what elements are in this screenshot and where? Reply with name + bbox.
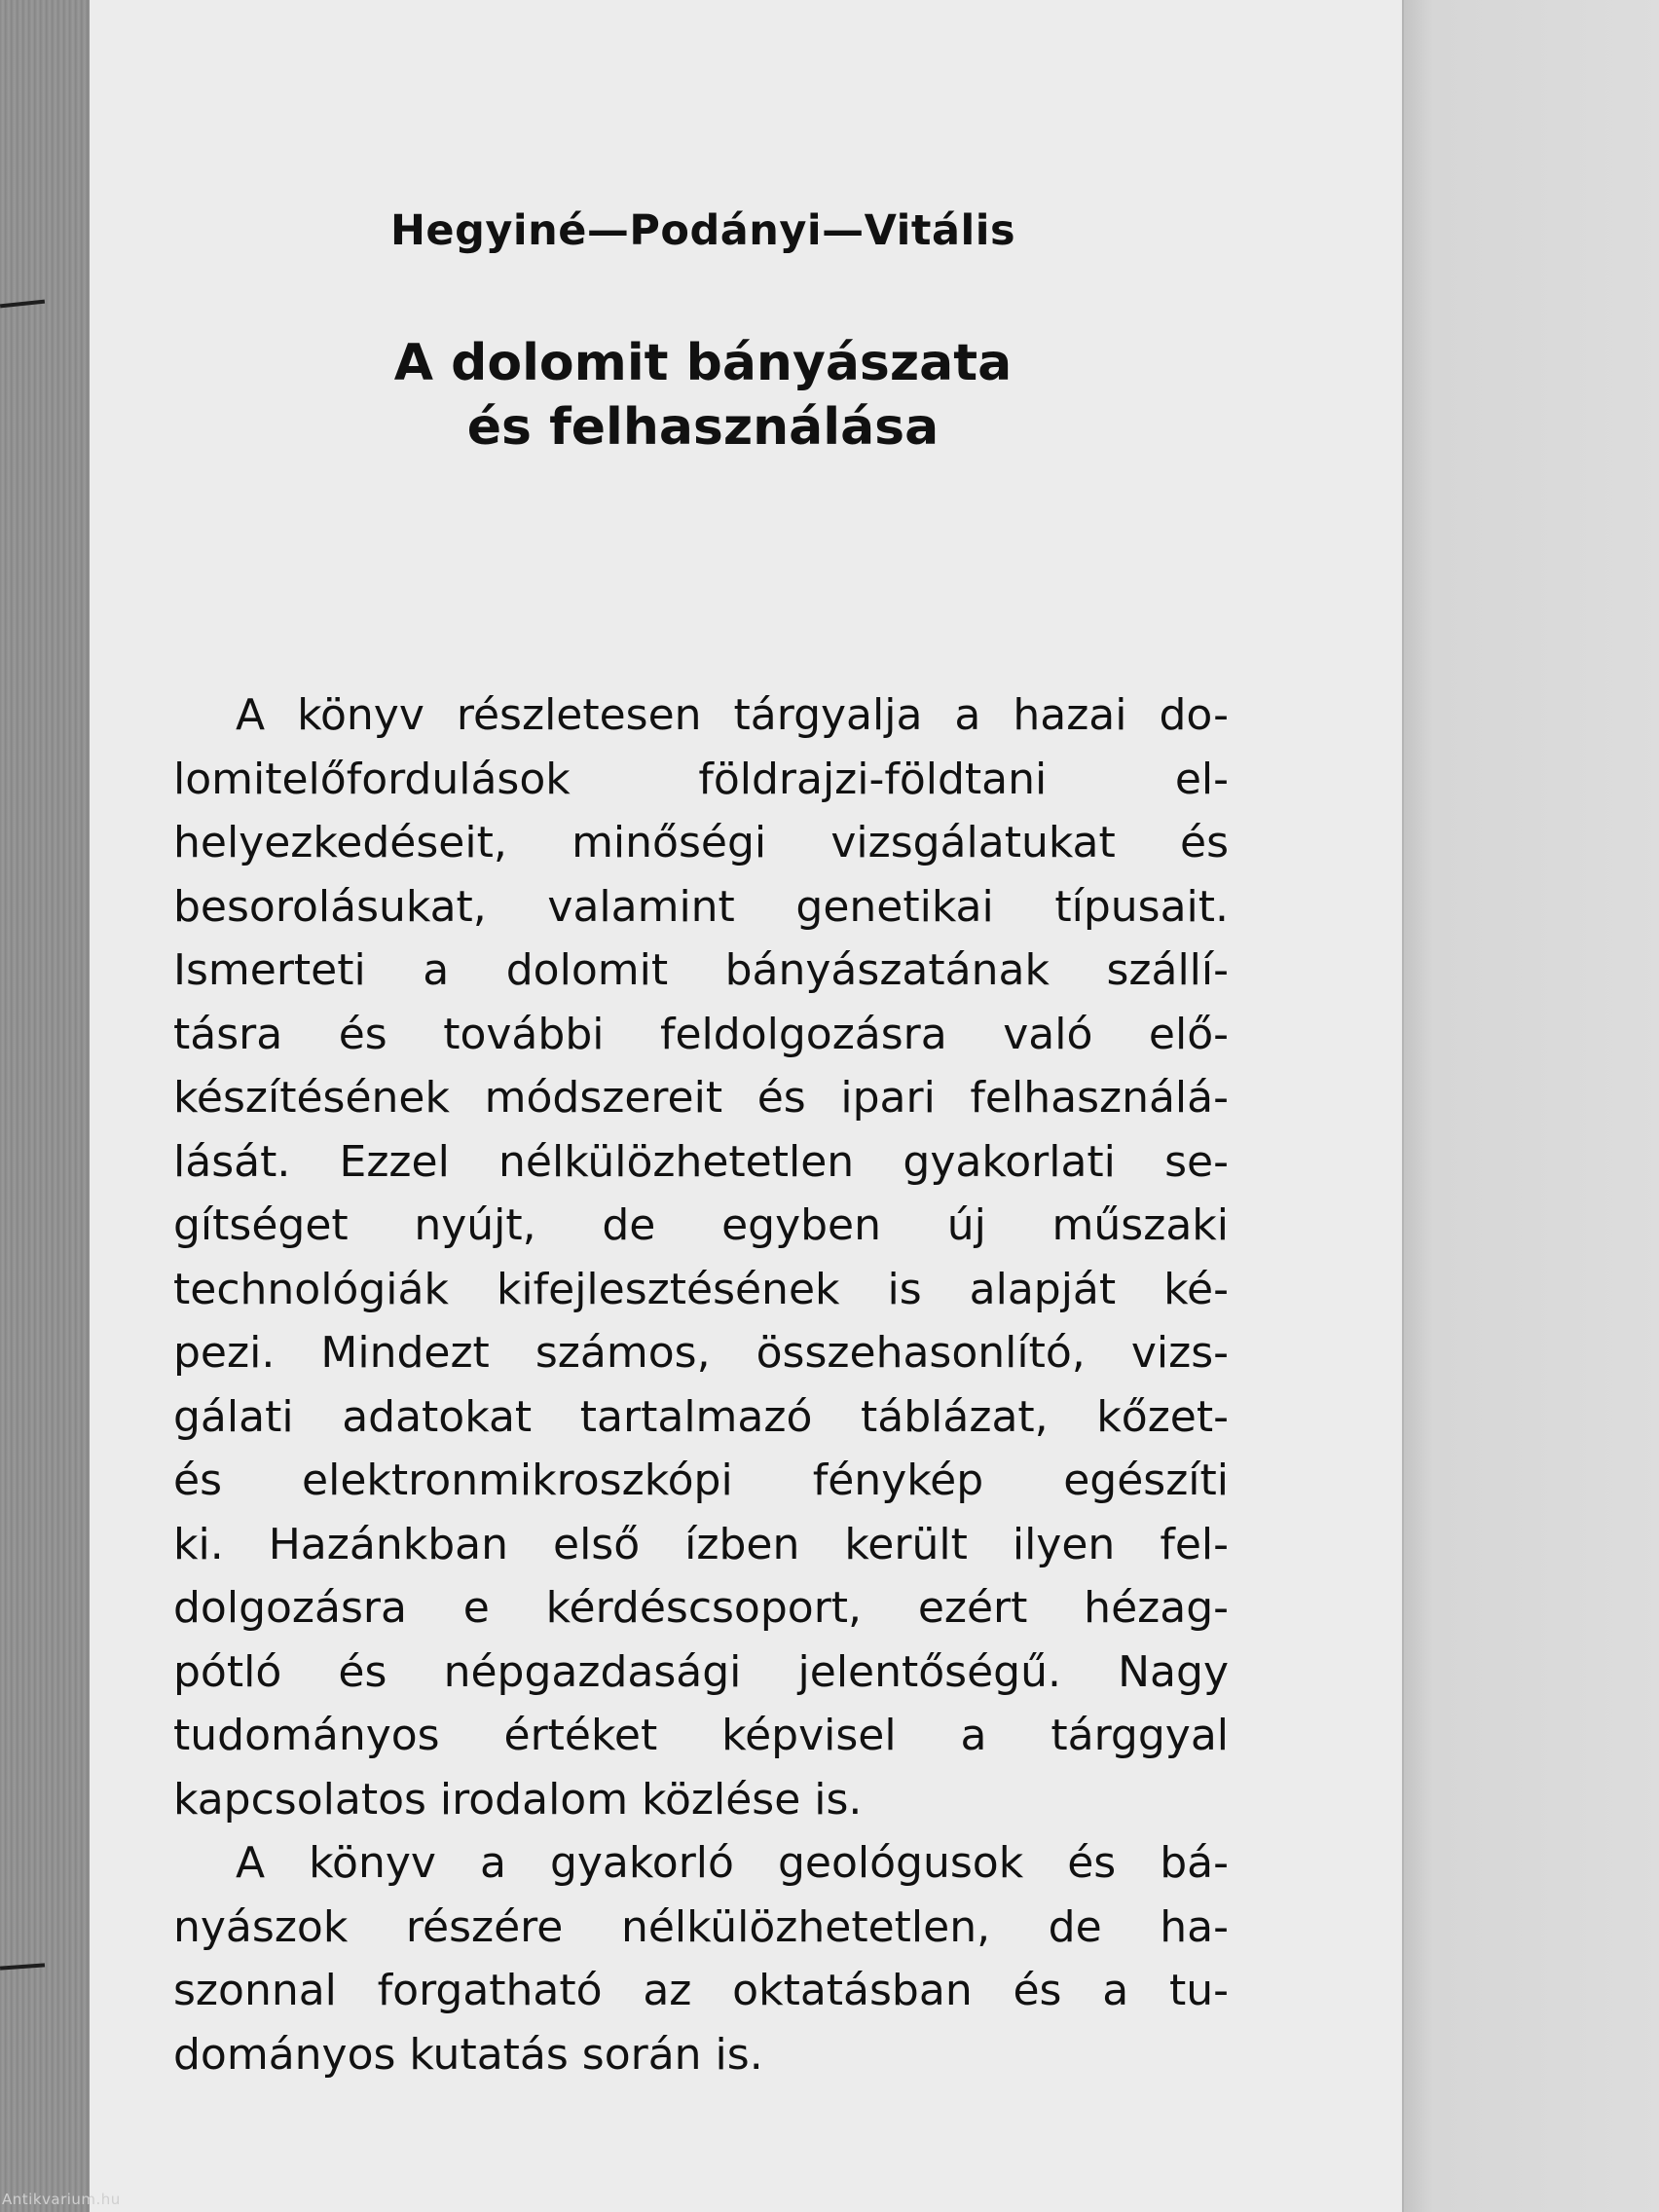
text-line: pezi. Mindezt számos, összehasonlító, vizs-	[173, 1328, 1229, 1378]
text-line: ki. Hazánkban első ízben került ilyen fel-	[173, 1519, 1229, 1569]
text-line: nyászok részére nélkülözhetetlen, de ha-	[173, 1901, 1229, 1952]
book-title	[90, 331, 1316, 460]
book-title-line-1: A dolomit bányászata	[393, 334, 1013, 392]
right-background-strip	[1402, 0, 1659, 2212]
watermark: Antikvarium.hu	[2, 2191, 121, 2208]
text-line: lását. Ezzel nélkülözhetetlen gyakorlati se-	[173, 1136, 1229, 1187]
left-background-strip	[0, 0, 90, 2212]
text-line: dolgozásra e kérdéscsoport, ezért hézag-	[173, 1583, 1229, 1633]
text-line: helyezkedéseit, minőségi vizsgálatukat és	[173, 818, 1229, 867]
text-line: technológiák kifejlesztésének is alapját ké-	[173, 1264, 1229, 1314]
book-title-line-2: és felhasználása	[466, 398, 940, 457]
text-line: Ismerteti a dolomit bányászatának szállí-	[173, 945, 1229, 995]
text-line: dományos kutatás során is.	[173, 2029, 763, 2080]
text-line: A könyv a gyakorló geológusok és bá-	[236, 1838, 1229, 1888]
book-description	[173, 683, 1229, 2086]
text-line: A könyv részletesen tárgyalja a hazai do-	[236, 690, 1229, 740]
text-line: és elektronmikroszkópi fénykép egészíti	[173, 1456, 1229, 1505]
text-line: tásra és további feldolgozásra való elő-	[173, 1009, 1229, 1059]
text-line: kapcsolatos irodalom közlése is.	[173, 1774, 863, 1825]
text-line: pótló és népgazdasági jelentőségű. Nagy	[173, 1646, 1229, 1697]
text-line: szonnal forgatható az oktatásban és a tu-	[173, 1966, 1229, 2015]
text-line: gítséget nyújt, de egyben új műszaki	[173, 1200, 1229, 1250]
text-line: készítésének módszereit és ipari felhasználá-	[173, 1073, 1229, 1123]
text-line: lomitelőfordulások földrajzi-földtani el-	[173, 754, 1229, 804]
book-authors: Hegyiné—Podányi—Vitális	[389, 206, 1016, 255]
paragraph-1	[173, 683, 1229, 1831]
paragraph-2	[173, 1831, 1229, 2086]
text-line: gálati adatokat tartalmazó táblázat, kőzet-	[173, 1391, 1229, 1442]
text-line: besorolásukat, valamint genetikai típusait.	[173, 881, 1229, 932]
text-line: tudományos értéket képvisel a tárggyal	[173, 1711, 1229, 1760]
